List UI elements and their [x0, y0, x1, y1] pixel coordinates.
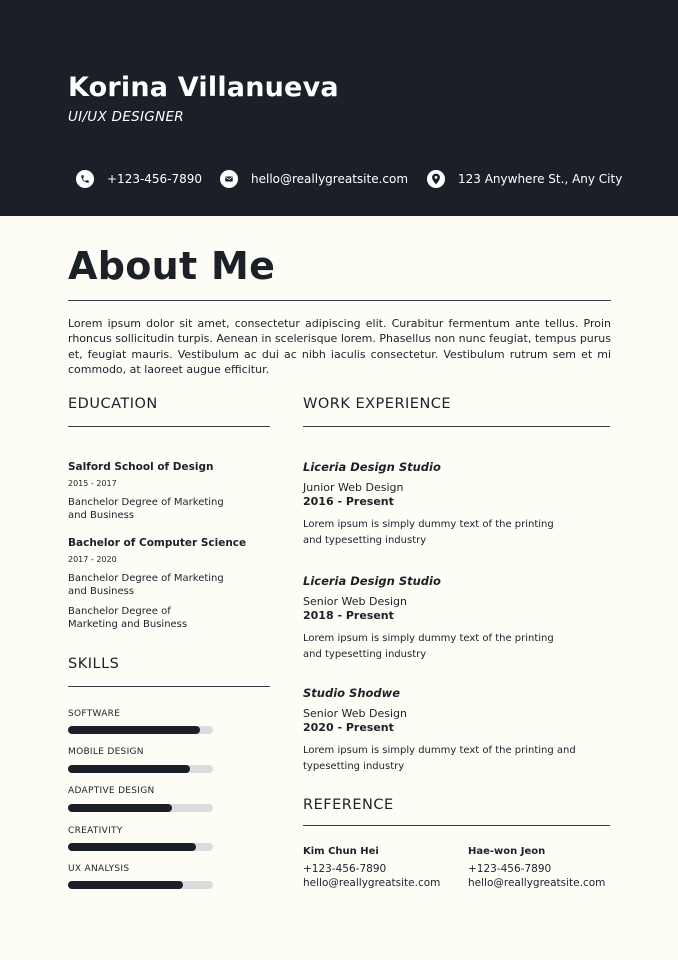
contact-phone-text: +123-456-7890 — [107, 172, 203, 186]
skill-bar-fill — [68, 843, 196, 851]
location-pin-icon — [427, 170, 445, 188]
reference-name: Kim Chun Hei — [303, 846, 379, 857]
education-degree: Banchelor Degree of Marketing and Business — [68, 497, 224, 521]
contact-address-text: 123 Anywhere St., Any City — [458, 172, 623, 186]
job-company: Studio Shodwe — [303, 686, 401, 700]
skill-label: ADAPTIVE DESIGN — [68, 786, 155, 796]
skill-bar-fill — [68, 804, 172, 812]
contact-phone[interactable] — [76, 170, 202, 188]
education-heading: EDUCATION — [68, 396, 158, 412]
reference-email[interactable]: hello@reallygreatsite.com — [303, 876, 441, 889]
skill-bar — [68, 804, 213, 812]
education-entry — [68, 461, 268, 522]
skills-divider — [68, 686, 270, 687]
skill-bar-fill — [68, 765, 190, 773]
work-heading: WORK EXPERIENCE — [303, 396, 452, 412]
reference-name: Hae-won Jeon — [468, 846, 546, 857]
job-entry — [303, 460, 593, 548]
envelope-icon — [220, 170, 238, 188]
contact-email-text: hello@reallygreatsite.com — [251, 172, 409, 186]
contact-email[interactable] — [220, 170, 408, 188]
skill-bar — [68, 881, 213, 889]
job-company: Liceria Design Studio — [303, 460, 441, 474]
education-entry — [68, 537, 268, 631]
skill-label: SOFTWARE — [68, 709, 121, 719]
education-school: Bachelor of Computer Science — [68, 537, 247, 549]
job-description: Lorem ipsum is simply dummy text of the printing and typesetting industry — [303, 745, 576, 772]
job-entry — [303, 686, 593, 774]
about-heading: About Me — [68, 244, 276, 288]
skills-heading: SKILLS — [68, 656, 120, 672]
header-banner — [0, 0, 678, 216]
job-role: Senior Web Design — [303, 595, 407, 608]
work-divider — [303, 426, 610, 427]
education-divider — [68, 426, 270, 427]
education-years: 2017 - 2020 — [68, 555, 117, 564]
reference-entry — [303, 846, 463, 890]
job-role: Senior Web Design — [303, 707, 407, 720]
phone-icon — [76, 170, 94, 188]
job-company: Liceria Design Studio — [303, 574, 441, 588]
skill-label: CREATIVITY — [68, 826, 123, 836]
reference-divider — [303, 825, 610, 826]
skill-bar — [68, 765, 213, 773]
job-entry — [303, 574, 593, 662]
skill-label: UX ANALYSIS — [68, 864, 130, 874]
education-years: 2015 - 2017 — [68, 479, 117, 488]
contact-address[interactable] — [427, 170, 622, 188]
skill-bar — [68, 726, 213, 734]
job-description: Lorem ipsum is simply dummy text of the printing and typesetting industry — [303, 633, 554, 660]
reference-entry — [468, 846, 628, 890]
education-degree: Banchelor Degree of Marketing and Business — [68, 573, 224, 597]
job-description: Lorem ipsum is simply dummy text of the printing and typesetting industry — [303, 519, 554, 546]
skill-bar — [68, 843, 213, 851]
job-title: UI/UX DESIGNER — [68, 109, 184, 125]
job-role: Junior Web Design — [303, 481, 404, 494]
about-divider — [68, 300, 611, 301]
education-degree: Banchelor Degree of Marketing and Business — [68, 606, 188, 630]
education-school: Salford School of Design — [68, 461, 214, 473]
reference-phone[interactable]: +123-456-7890 — [303, 863, 387, 875]
skill-label: MOBILE DESIGN — [68, 747, 144, 757]
job-period: 2018 - Present — [303, 609, 394, 622]
about-text: Lorem ipsum dolor sit amet, consectetur adipiscing elit. Curabitur fermentum ante tellus. Proin rhoncus sollicitudin turpis. Aenean in scelerisque lorem. Phasellus non nunc feugiat, tempus purus et, feugiat mauris. Vestibulum ac dui ac nibh iaculis consectetur. Vestibulum rutrum sem et mi commodo, at laoreet augue efficitur. — [68, 317, 611, 376]
reference-phone[interactable]: +123-456-7890 — [468, 863, 552, 875]
reference-email[interactable]: hello@reallygreatsite.com — [468, 876, 606, 889]
person-name: Korina Villanueva — [68, 72, 339, 103]
reference-heading: REFERENCE — [303, 797, 394, 813]
skill-bar-fill — [68, 881, 183, 889]
skill-bar-fill — [68, 726, 200, 734]
job-period: 2016 - Present — [303, 495, 394, 508]
job-period: 2020 - Present — [303, 721, 394, 734]
